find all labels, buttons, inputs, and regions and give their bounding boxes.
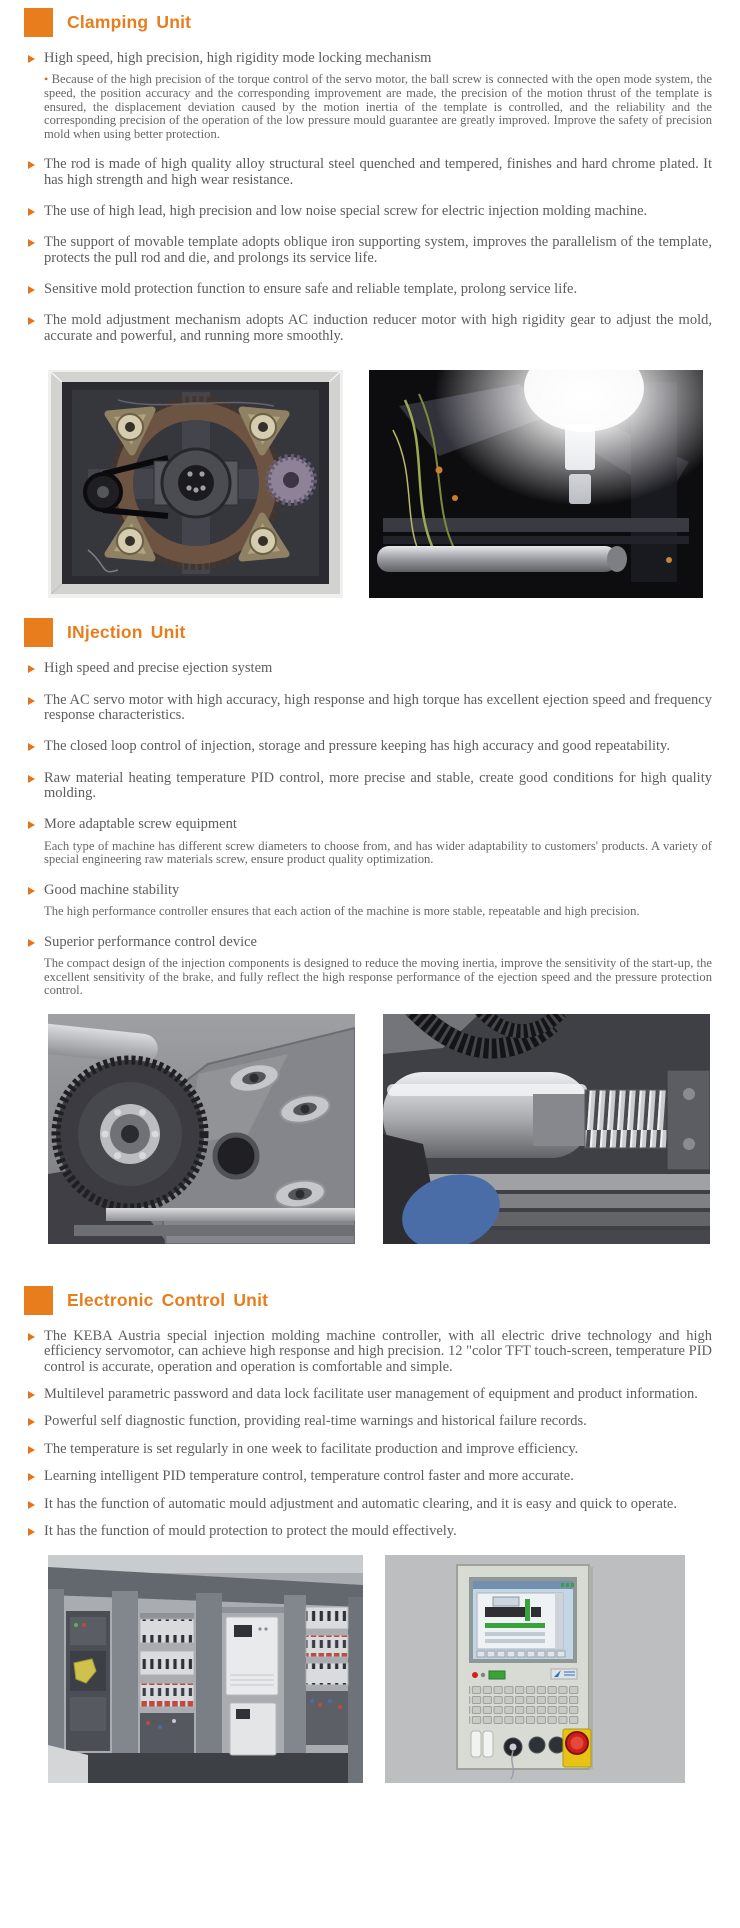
feature-text: It has the function of mould protection to protect the mould effectively. xyxy=(44,1522,457,1539)
bullet-triangle-icon xyxy=(28,239,35,247)
photo-row-clamping xyxy=(48,370,740,598)
list-item xyxy=(28,313,712,344)
feature-text: High speed, high precision, high rigidity mode locking mechanism xyxy=(44,50,432,66)
list-item xyxy=(28,817,712,867)
feature-text: Powerful self diagnostic function, providing real-time warnings and historical failure records. xyxy=(44,1413,587,1430)
bullet-triangle-icon xyxy=(28,317,35,325)
bullet-triangle-icon xyxy=(28,821,35,829)
list-item xyxy=(28,1442,712,1457)
section-marker-icon xyxy=(24,8,53,37)
feature-text: The temperature is set regularly in one week to facilitate production and improve efficiency. xyxy=(44,1440,579,1457)
bullet-triangle-icon xyxy=(28,743,35,751)
list-item xyxy=(28,771,712,802)
list-item xyxy=(28,1414,712,1429)
bullet-triangle-icon xyxy=(28,1446,35,1454)
list-item xyxy=(28,1329,712,1375)
electrical-cabinet-photo xyxy=(48,1555,363,1783)
clamping-platen-mechanism-photo xyxy=(48,370,343,598)
list-item xyxy=(28,883,712,919)
list-item xyxy=(28,739,712,754)
bullet-triangle-icon xyxy=(28,286,35,294)
keba-control-panel-photo xyxy=(385,1555,685,1783)
feature-detail xyxy=(44,73,712,141)
bullet-triangle-icon xyxy=(28,1418,35,1426)
feature-detail-text: Because of the high precision of the torque control of the servo motor, the ball screw is connected with the open mode system, the speed, the position accuracy and the corresponding improvement are made, the precision of the motion thrust of the template is ensured, the displacement deviation caused by the motion inertia of the template is controlled, and the reliability and the corresponding precision of the operation of the low pressure mould guarantee are greatly improved. Improve the safety of precision mold when using better protection. xyxy=(44,72,712,141)
feature-detail: The compact design of the injection components is designed to reduce the moving inertia, improve the sensitivity of the start-up, the excellent sensitivity of the brake, and fully reflect the high response performance of the ejection speed and the pressure protection control. xyxy=(44,956,712,998)
list-item xyxy=(28,51,712,141)
list-item xyxy=(28,935,712,998)
list-item xyxy=(28,1524,712,1539)
feature-text: The use of high lead, high precision and low noise special screw for electric injection molding machine. xyxy=(44,203,648,220)
feature-text: Sensitive mold protection function to ensure safe and reliable template, prolong service life. xyxy=(44,281,578,298)
feature-text: The support of movable template adopts oblique iron supporting system, improves the parallelism of the template, protects the pull rod and die, and prolongs its service life. xyxy=(44,234,712,266)
bullet-triangle-icon xyxy=(28,939,35,947)
section-header-injection xyxy=(24,618,740,647)
feature-text: More adaptable screw equipment xyxy=(44,816,237,833)
section-title: Clamping Unit xyxy=(67,12,192,32)
photo-row-control xyxy=(48,1555,740,1783)
list-item xyxy=(28,235,712,266)
feature-text: Learning intelligent PID temperature control, temperature control faster and more accurate. xyxy=(44,1468,574,1485)
list-item xyxy=(28,1469,712,1484)
feature-detail: Each type of machine has different screw diameters to choose from, and has wider adaptability to customers' products. A variety of special engineering raw materials screw, ensure product quality optimization. xyxy=(44,838,712,867)
feature-detail: The high performance controller ensures that each action of the machine is more stable, repeatable and high precision. xyxy=(44,904,640,919)
feature-text: The KEBA Austria special injection molding machine controller, with all electric drive technology and high efficiency servomotor, can achieve high response and high precision. 12 "color TFT touch-screen, temperature PID control is accurate, operation and operation is comfortable and simple. xyxy=(44,1328,712,1375)
injection-screw-barrel-photo xyxy=(383,1014,710,1244)
section-marker-icon xyxy=(24,1286,53,1315)
bullet-triangle-icon xyxy=(28,697,35,705)
section-header-control xyxy=(24,1286,740,1315)
bullet-triangle-icon xyxy=(28,1333,35,1341)
section-marker-icon xyxy=(24,618,53,647)
list-item xyxy=(28,1387,712,1402)
feature-text: Raw material heating temperature PID control, more precise and stable, create good conditions for high quality molding. xyxy=(44,769,712,801)
bullet-triangle-icon xyxy=(28,1391,35,1399)
bullet-triangle-icon xyxy=(28,1528,35,1536)
list-item xyxy=(28,204,712,219)
feature-text: The AC servo motor with high accuracy, high response and high torque has excellent ejection speed and frequency response characteristics. xyxy=(44,691,712,723)
section-title: INjection Unit xyxy=(67,622,186,643)
bullet-triangle-icon xyxy=(28,665,35,673)
photo-row-injection xyxy=(48,1014,740,1244)
clamping-toggle-dark-photo xyxy=(369,370,703,598)
bullet-triangle-icon xyxy=(28,775,35,783)
bullet-triangle-icon xyxy=(28,55,35,63)
feature-text: Superior performance control device xyxy=(44,933,257,950)
bullet-triangle-icon xyxy=(28,161,35,169)
list-item xyxy=(28,1497,712,1512)
list-item xyxy=(28,157,712,188)
feature-text: Multilevel parametric password and data lock facilitate user management of equipment and product information. xyxy=(44,1386,698,1403)
dot-bullet: • xyxy=(44,72,49,87)
feature-text: It has the function of automatic mould adjustment and automatic clearing, and it is easy and quick to operate. xyxy=(44,1495,677,1512)
feature-text: The mold adjustment mechanism adopts AC induction reducer motor with high rigidity gear to adjust the mold, accurate and powerful, and running more smoothly. xyxy=(44,312,712,344)
bullet-triangle-icon xyxy=(28,887,35,895)
list-item xyxy=(28,282,712,297)
bullet-triangle-icon xyxy=(28,1473,35,1481)
feature-text: Good machine stability xyxy=(44,881,180,898)
list-item xyxy=(28,693,712,724)
section-header-clamping xyxy=(24,8,740,37)
bullet-triangle-icon xyxy=(28,208,35,216)
section-title: Electronic Control Unit xyxy=(67,1290,269,1310)
bullet-triangle-icon xyxy=(28,1501,35,1509)
feature-text: The rod is made of high quality alloy structural steel quenched and tempered, finishes and hard chrome plated. It has high strength and high wear resistance. xyxy=(44,156,712,188)
feature-text: High speed and precise ejection system xyxy=(44,660,273,677)
list-item xyxy=(28,661,712,676)
injection-drive-gear-photo xyxy=(48,1014,355,1244)
feature-text: The closed loop control of injection, storage and pressure keeping has high accuracy and good repeatability. xyxy=(44,738,670,755)
